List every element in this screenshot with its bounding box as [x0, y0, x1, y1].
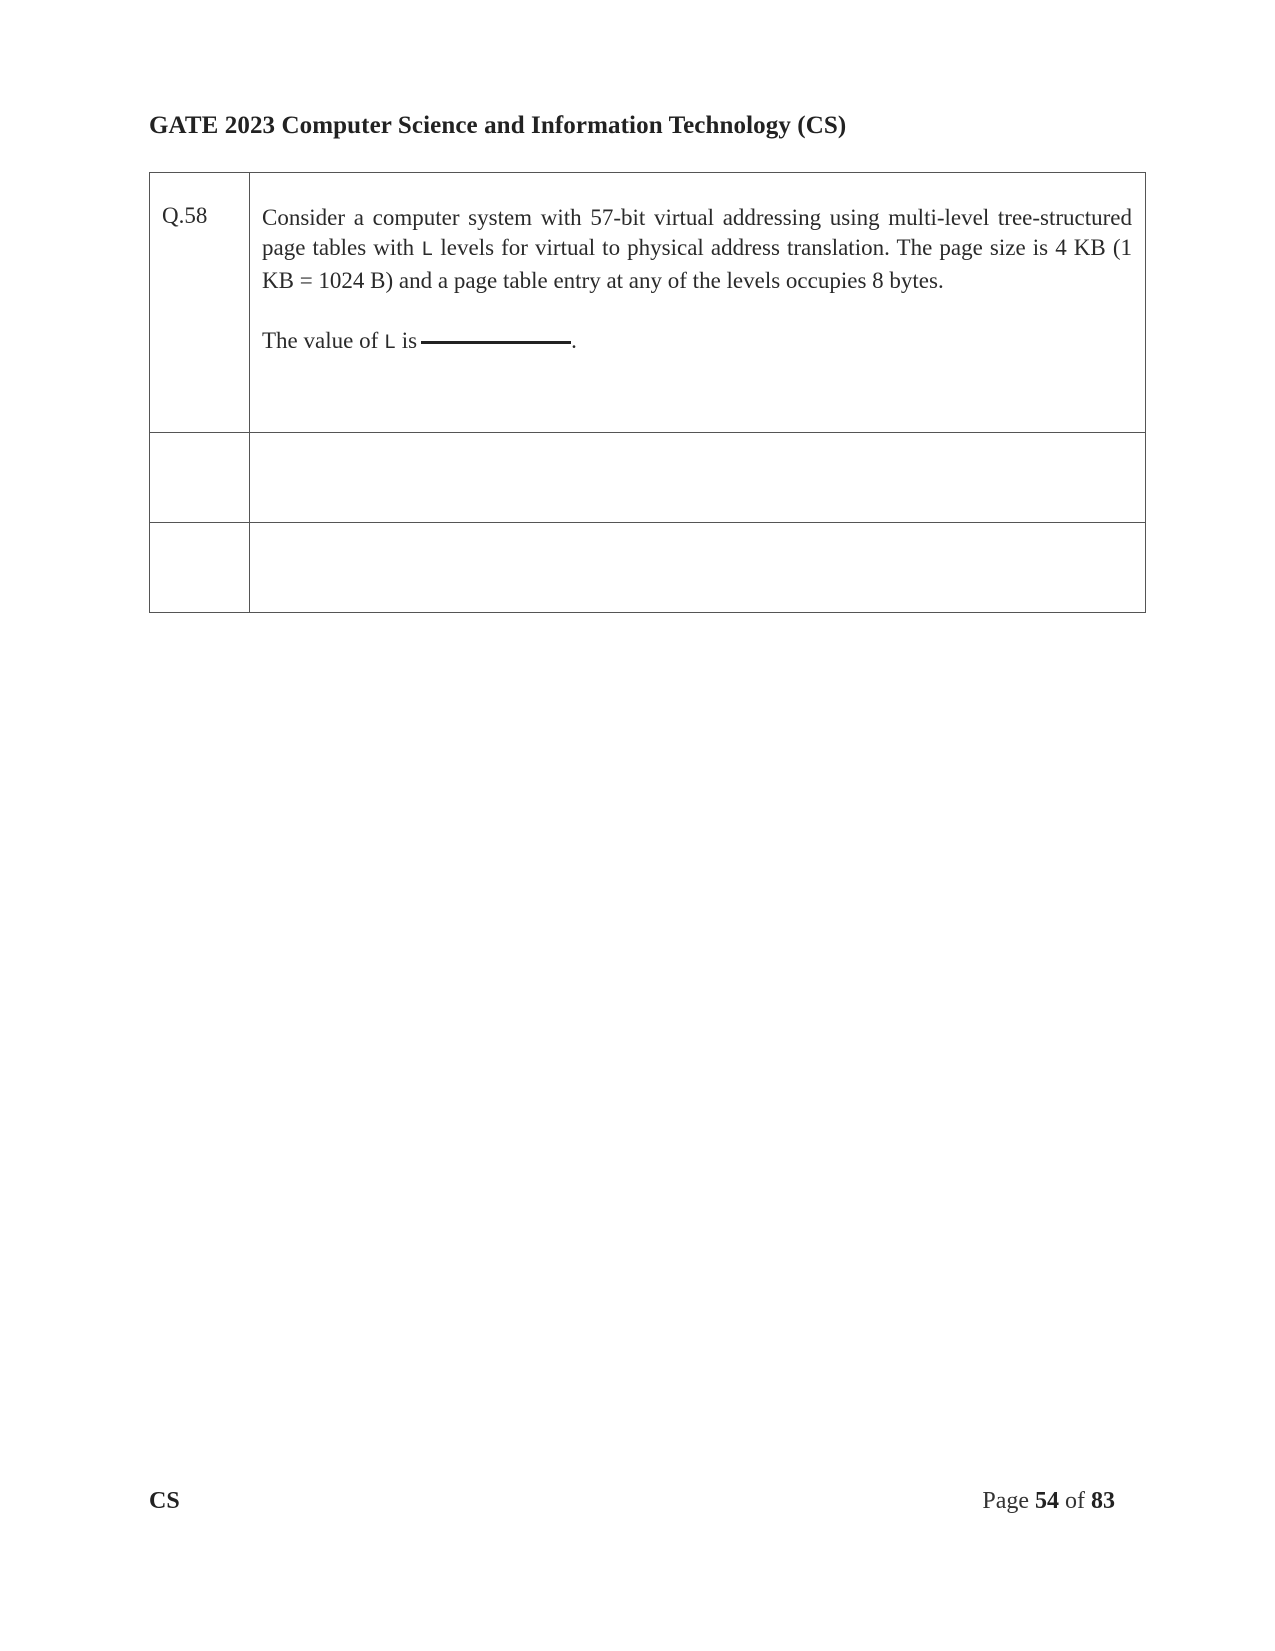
question-text [262, 203, 1132, 296]
question-row [150, 173, 1146, 433]
page-number [982, 1488, 1115, 1515]
question-table [149, 172, 1146, 613]
answer-variable: L [383, 332, 396, 355]
question-number: Q.58 [150, 173, 250, 433]
question-text-part1: Consider a computer system with 57-bit virtual addressing using multi-level tree-structured page tables with [262, 205, 1132, 260]
empty-cell [250, 523, 1146, 613]
empty-cell [150, 523, 250, 613]
page-word: Page [982, 1488, 1029, 1514]
answer-suffix: is [396, 328, 418, 353]
page-total: 83 [1091, 1488, 1115, 1514]
answer-blank[interactable] [421, 340, 571, 344]
question-text-part2: levels for virtual to physical address translation. The page size is 4 KB (1 KB = 1024 B) and a page table entry at any of the levels occupies 8 bytes. [262, 235, 1132, 293]
answer-prefix: The value of [262, 328, 384, 353]
empty-row [150, 433, 1146, 523]
question-variable: L [421, 239, 434, 262]
question-body [250, 173, 1146, 433]
page-title: GATE 2023 Computer Science and Information Technology (CS) [149, 112, 847, 139]
empty-row [150, 523, 1146, 613]
answer-prompt [262, 326, 1132, 359]
page-current: 54 [1035, 1488, 1059, 1514]
of-word: of [1065, 1488, 1085, 1514]
empty-cell [150, 433, 250, 523]
empty-cell [250, 433, 1146, 523]
paper-code: CS [149, 1488, 180, 1514]
answer-end: . [571, 328, 577, 353]
